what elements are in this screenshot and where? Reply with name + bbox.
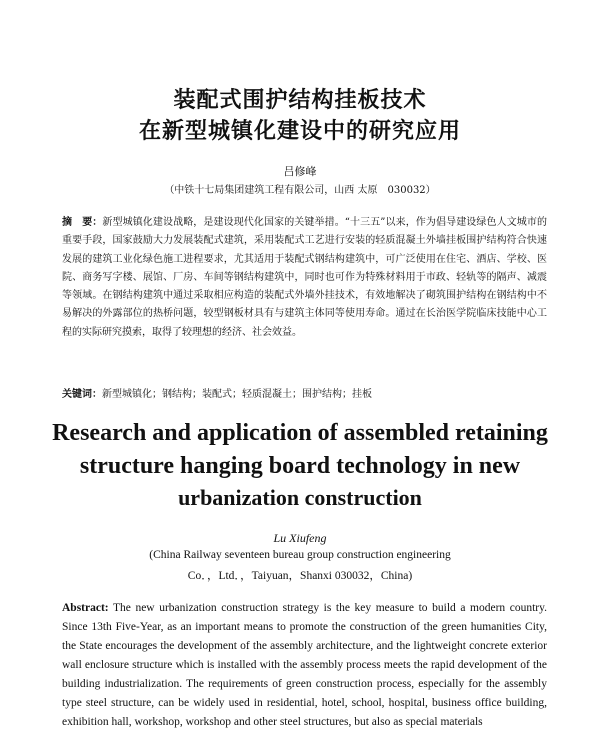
english-abstract bbox=[62, 599, 547, 732]
chinese-author: 吕修峰 bbox=[283, 165, 317, 178]
chinese-keywords-text: 新型城镇化；钢结构；装配式；轻质混凝土；围护结构；挂板 bbox=[102, 389, 372, 400]
english-abstract-text: The new urbanization construction strategy is the key measure to build a modern country. Since 13th Five-Year, as an important means to promote the construction of the green humanities City, the State encourages the development of the assembly architecture, and the lightweight concrete exterior wall enclosure structure which is installed with the assembly process meets the rapid development of the building industrialization. The requirements of green construction process, especially for the assembly type steel structure, can be widely used in residential, hotel, school, hospital, business office building, exhibition hall, workshop, workshop and other steel structures, but also as special materials bbox=[62, 602, 547, 728]
chinese-title-line-1: 装配式围护结构挂板技术 bbox=[173, 88, 427, 113]
chinese-title-line-2: 在新型城镇化建设中的研究应用 bbox=[138, 119, 461, 144]
english-title-line-3: urbanization construction bbox=[178, 485, 422, 510]
chinese-keywords-label: 关键词： bbox=[62, 389, 102, 400]
english-author: Lu Xiufeng bbox=[273, 531, 327, 545]
chinese-abstract-label: 摘 要： bbox=[62, 217, 103, 228]
english-title-line-2: structure hanging board technology in new bbox=[79, 453, 521, 479]
english-abstract-label: Abstract: bbox=[62, 602, 109, 614]
english-affiliation-line-1: (China Railway seventeen bureau group construction engineering bbox=[149, 549, 451, 561]
english-affiliation-line-2: Co．，Ltd．，Taiyuan，Shanxi 030032，China) bbox=[187, 570, 413, 582]
english-title-line-1: Research and application of assembled retaining bbox=[52, 420, 548, 446]
chinese-affiliation: （中铁十七局集团建筑工程有限公司，山西 太原 030032） bbox=[164, 185, 436, 196]
chinese-keywords bbox=[62, 387, 547, 403]
chinese-abstract bbox=[62, 214, 547, 342]
chinese-abstract-text: 新型城镇化建设战略，是建设现代化国家的关键举措。“十三五”以来，作为倡导建设绿色人文城市的重要手段，国家鼓励大力发展装配式建筑，采用装配式工艺进行安装的轻质混凝土外墙挂板围护结构符合快速发展的建筑工业化绿色施工进程要求，尤其适用于装配式钢结构建筑中，可广泛使用在住宅、酒店、学校、医院、商务写字楼、展馆、厂房、车间等钢结构建筑中，同时也可作为特殊材料用于市政、轻轨等的隔声、减震等领域。在钢结构建筑中通过采取相应构造的装配式外墙外挂技术，有效地解决了砌筑围护结构在钢结构中不易解决的外露部位的热桥问题，较型钢板材具有与建筑主体同等使用寿命。通过在长治医学院临床技能中心工程的实际研究摸索，取得了较理想的经济、社会效益。 bbox=[62, 217, 547, 338]
